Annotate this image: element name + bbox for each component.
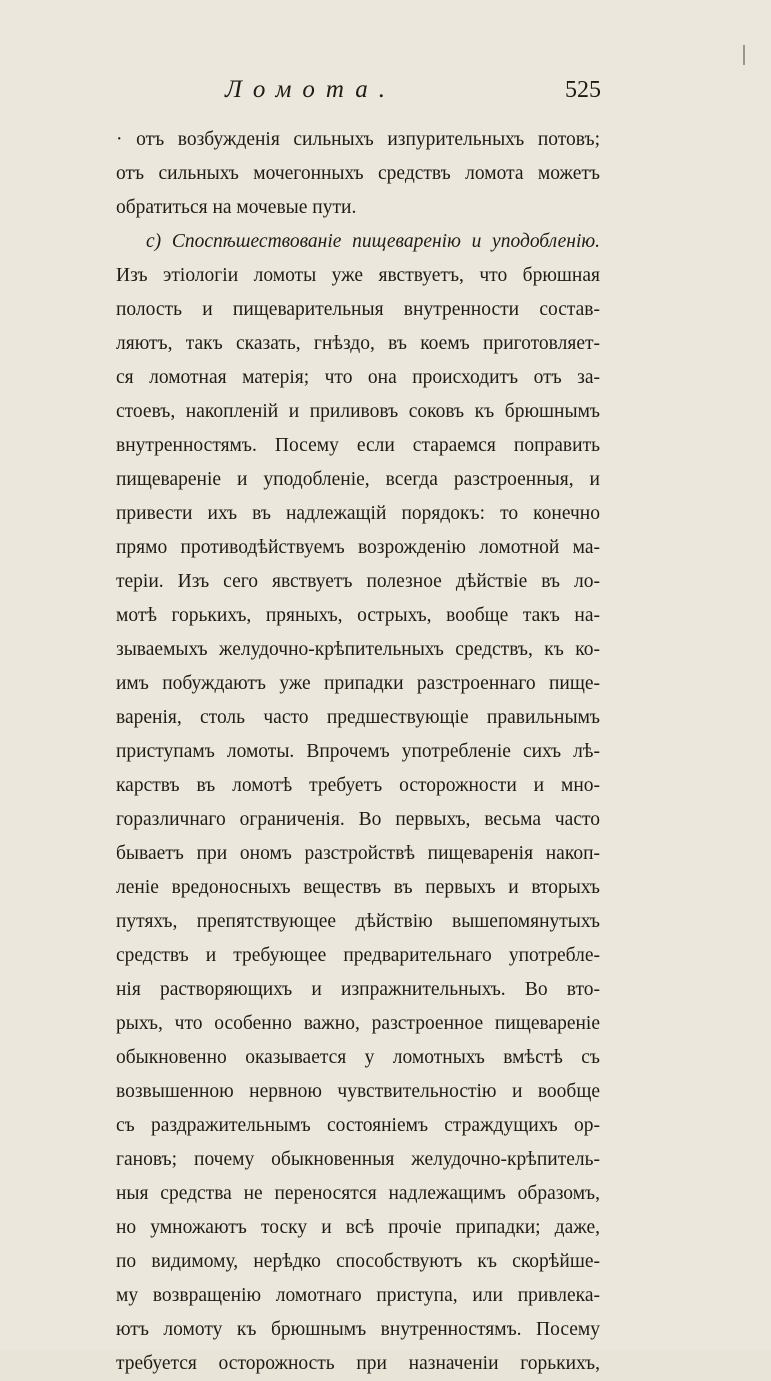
text-line: возвышенною нервною чувствительностію и вообще [116, 1081, 600, 1102]
text-line: ся ломотная матерія; что она происходитъ отъ за- [116, 367, 600, 388]
text-line: по видимому, нерѣдко способствуютъ къ скорѣйше- [116, 1251, 600, 1272]
text-line: зываемыхъ желудочно-крѣпительныхъ средствъ, къ ко- [116, 639, 600, 660]
section-heading: c) Споспѣшествованіе пищеваренію и уподобленію. [146, 231, 600, 252]
text-line: стоевъ, накопленій и приливовъ соковъ къ брюшнымъ [116, 401, 600, 422]
text-line: отъ сильныхъ мочегонныхъ средствъ ломота можетъ [116, 163, 600, 184]
page-number: 525 [565, 77, 601, 103]
text-line: варенія, столь часто предшествующіе правильнымъ [116, 707, 600, 728]
text-line: · отъ возбужденія сильныхъ изпурительныхъ потовъ; [116, 129, 600, 150]
text-line: съ раздражительнымъ состояніемъ страждущихъ ор- [116, 1115, 600, 1136]
text-line: привести ихъ въ надлежащій порядокъ: то конечно [116, 503, 600, 524]
text-line: гановъ; почему обыкновенныя желудочно-крѣпитель- [116, 1149, 600, 1170]
text-line: обыкновенно оказывается у ломотныхъ вмѣстѣ съ [116, 1047, 600, 1068]
body-text [116, 123, 600, 1381]
text-line: мотѣ горькихъ, пряныхъ, острыхъ, вообще такъ на- [116, 605, 600, 626]
page-header [0, 72, 771, 112]
text-line: ныя средства не переносятся надлежащимъ образомъ, [116, 1183, 600, 1204]
text-line: карствъ въ ломотѣ требуетъ осторожности и мно- [116, 775, 600, 796]
text-line: му возвращенію ломотнаго приступа, или привлека- [116, 1285, 600, 1306]
text-line: нія растворяющихъ и изпражнительныхъ. Во вто- [116, 979, 600, 1000]
text-line: рыхъ, что особенно важно, разстроенное пищевареніе [116, 1013, 600, 1034]
text-line: обратиться на мочевые пути. [116, 197, 357, 218]
text-line: теріи. Изъ сего явствуетъ полезное дѣйствіе въ ло- [116, 571, 600, 592]
page-edge-mark [743, 45, 745, 65]
text-line: бываетъ при ономъ разстройствѣ пищеваренія накоп- [116, 843, 600, 864]
text-line: внутренностямъ. Посему если стараемся поправить [116, 435, 600, 456]
text-line: леніе вредоносныхъ веществъ въ первыхъ и вторыхъ [116, 877, 600, 898]
text-line: путяхъ, препятствующее дѣйствію вышепомянутыхъ [116, 911, 600, 932]
text-line: прямо противодѣйствуемъ возрожденію ломотной ма- [116, 537, 600, 558]
text-line: ляютъ, такъ сказать, гнѣздо, въ коемъ приготовляет- [116, 333, 600, 354]
running-title: Ломота. [225, 76, 397, 103]
text-line: требуется осторожность при назначеніи горькихъ, [116, 1353, 600, 1374]
text-line: имъ побуждаютъ уже припадки разстроеннаго пище- [116, 673, 600, 694]
text-line: горазличнаго ограниченія. Во первыхъ, весьма часто [116, 809, 600, 830]
text-line: ютъ ломоту къ брюшнымъ внутренностямъ. Посему [116, 1319, 600, 1340]
text-line: полость и пищеварительныя внутренности состав- [116, 299, 600, 320]
text-line: но умножаютъ тоску и всѣ прочіе припадки; даже, [116, 1217, 600, 1238]
text-line: средствъ и требующее предварительнаго употребле- [116, 945, 600, 966]
text-line: приступамъ ломоты. Впрочемъ употребленіе сихъ лѣ- [116, 741, 600, 762]
text-line: Изъ этіологіи ломоты уже явствуетъ, что брюшная [116, 265, 600, 286]
text-line: пищевареніе и уподобленіе, всегда разстроенныя, и [116, 469, 600, 490]
